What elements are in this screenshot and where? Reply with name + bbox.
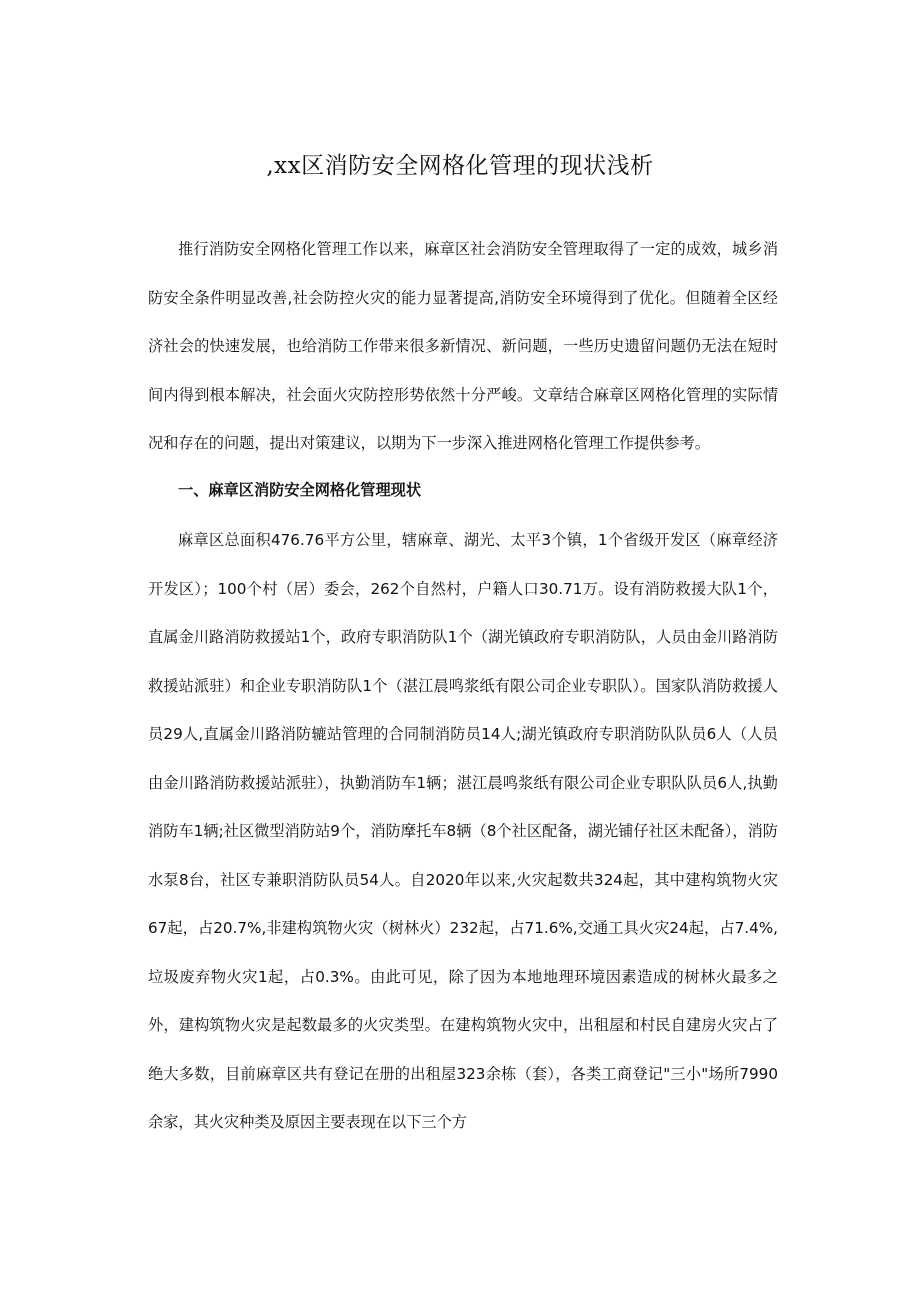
intro-paragraph: 推行消防安全网格化管理工作以来，麻章区社会消防安全管理取得了一定的成效，城乡消防安全条件明显改善,社会防控火灾的能力显著提高,消防安全环境得到了优化。但随着全区经济社会的快速发展，也给消防工作带来很多新情况、新问题，一些历史遗留问题仍无法在短时间内得到根本解决，社会面火灾防控形势依然十分严峻。文章结合麻章区网格化管理的实际情况和存在的问题，提出对策建议，以期为下一步深入推进网格化管理工作提供参考。 bbox=[148, 240, 778, 452]
document-title: ,xx区消防安全网格化管理的现状浅析 bbox=[266, 153, 654, 179]
section-body-paragraph: 麻章区总面积476.76平方公里，辖麻章、湖光、太平3个镇，1个省级开发区（麻章经济开发区）；100个村（居）委会，262个自然村，户籍人口30.71万。设有消防救援大队1个，直属金川路消防救援站1个，政府专职消防队1个（湖光镇政府专职消防队，人员由金川路消防救援站派驻）和企业专职消防队1个（湛江晨鸣浆纸有限公司企业专职队）。国家队消防救援人员29人,直属金川路消防辘站管理的合同制消防员14人;湖光镇政府专职消防队队员6人（人员由金川路消防救援站派驻），执勤消防车1辆；湛江晨鸣浆纸有限公司企业专职队队员6人,执勤消防车1辆;社区微型消防站9个，消防摩托车8辆（8个社区配备，湖光铺仔社区未配备），消防水泵8台，社区专兼职消防队员54人。自2020年以来,火灾起数共324起，其中建构筑物火灾67起，占20.7%,非建构筑物火灾（树林火）232起，占71.6%,交通工具火灾24起，占7.4%,垃圾废弃物火灾1起，占0.3%。由此可见，除了因为本地地理环境因素造成的树林火最多之外，建构筑物火灾是起数最多的火灾类型。在建构筑物火灾中，出租屋和村民自建房火灾占了绝大多数，目前麻章区共有登记在册的出租屋323余栋（套），各类工商登记"三小"场所7990余家，其火灾种类及原因主要表现在以下三个方 bbox=[148, 531, 778, 1131]
section-heading: 一、麻章区消防安全网格化管理现状 bbox=[178, 481, 421, 499]
